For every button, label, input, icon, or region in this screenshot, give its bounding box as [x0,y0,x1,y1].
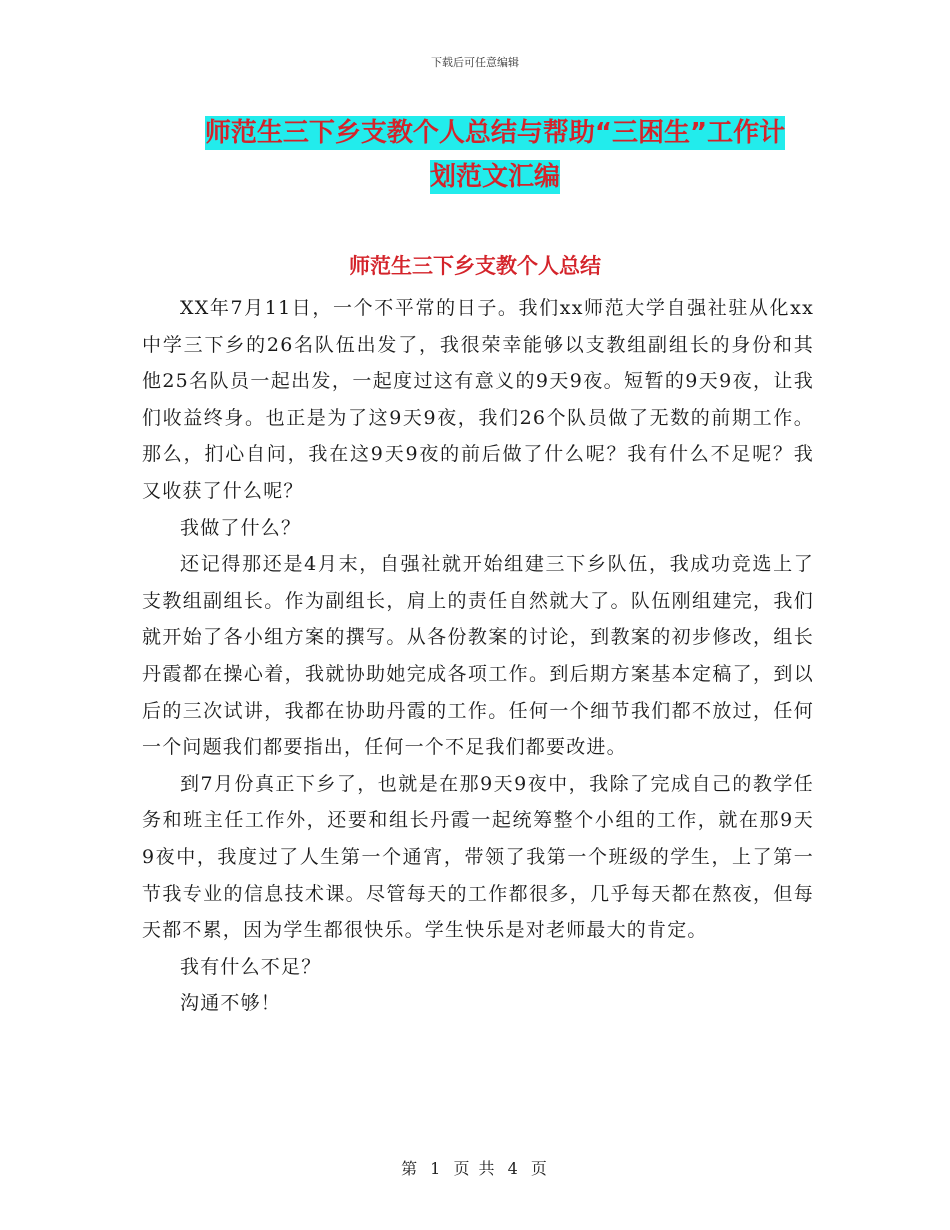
paragraph: 到7月份真正下乡了，也就是在那9天9夜中，我除了完成自己的教学任务和班主任工作外，还要和组长丹霞一起统筹整个小组的工作，就在那9天9夜中，我度过了人生第一个通宵，带领了我第一个班级的学生，上了第一节我专业的信息技术课。尽管每天的工作都很多，几乎每天都在熬夜，但每天都不累，因为学生都很快乐。学生快乐是对老师最大的肯定。 [142,772,814,942]
document-title [150,111,840,199]
page-footer [0,1156,950,1179]
section-title: 师范生三下乡支教个人总结 [349,254,601,278]
footer-suffix: 页 [530,1159,549,1178]
header-note: 下载后可任意编辑 [431,56,519,69]
title-line-2: 划范文汇编 [429,162,560,192]
title-line-1: 师范生三下乡支教个人总结与帮助“三困生”工作计 [204,118,786,148]
paragraph: 我有什么不足？ [180,955,322,978]
body-text [142,290,814,1022]
page-number: 1 [430,1159,443,1178]
paragraph: 还记得那还是4月末，自强社就开始组建三下乡队伍，我成功竞选上了支教组副组长。作为副组长，肩上的责任自然就大了。队伍刚组建完，我们就开始了各小组方案的撰写。从各份教案的讨论，到教案的初步修改，组长丹霞都在操心着，我就协助她完成各项工作。到后期方案基本定稿了，到以后的三次试讲，我都在协助丹霞的工作。任何一个细节我们都不放过，任何一个问题我们都要指出，任何一个不足我们都要改进。 [142,553,814,759]
total-pages: 4 [507,1159,520,1178]
paragraph: 我做了什么？ [180,516,302,539]
footer-prefix: 第 [401,1159,420,1178]
footer-middle: 页 共 [453,1159,497,1178]
paragraph: 沟通不够！ [180,992,282,1015]
paragraph: XX年7月11日，一个不平常的日子。我们xx师范大学自强社驻从化xx中学三下乡的26名队伍出发了，我很荣幸能够以支教组副组长的身份和其他25名队员一起出发，一起度过这有意义的9天9夜。短暂的9天9夜，让我们收益终身。也正是为了这9天9夜，我们26个队员做了无数的前期工作。那么，扪心自问，我在这9天9夜的前后做了什么呢？我有什么不足呢？我又收获了什么呢？ [142,297,814,502]
